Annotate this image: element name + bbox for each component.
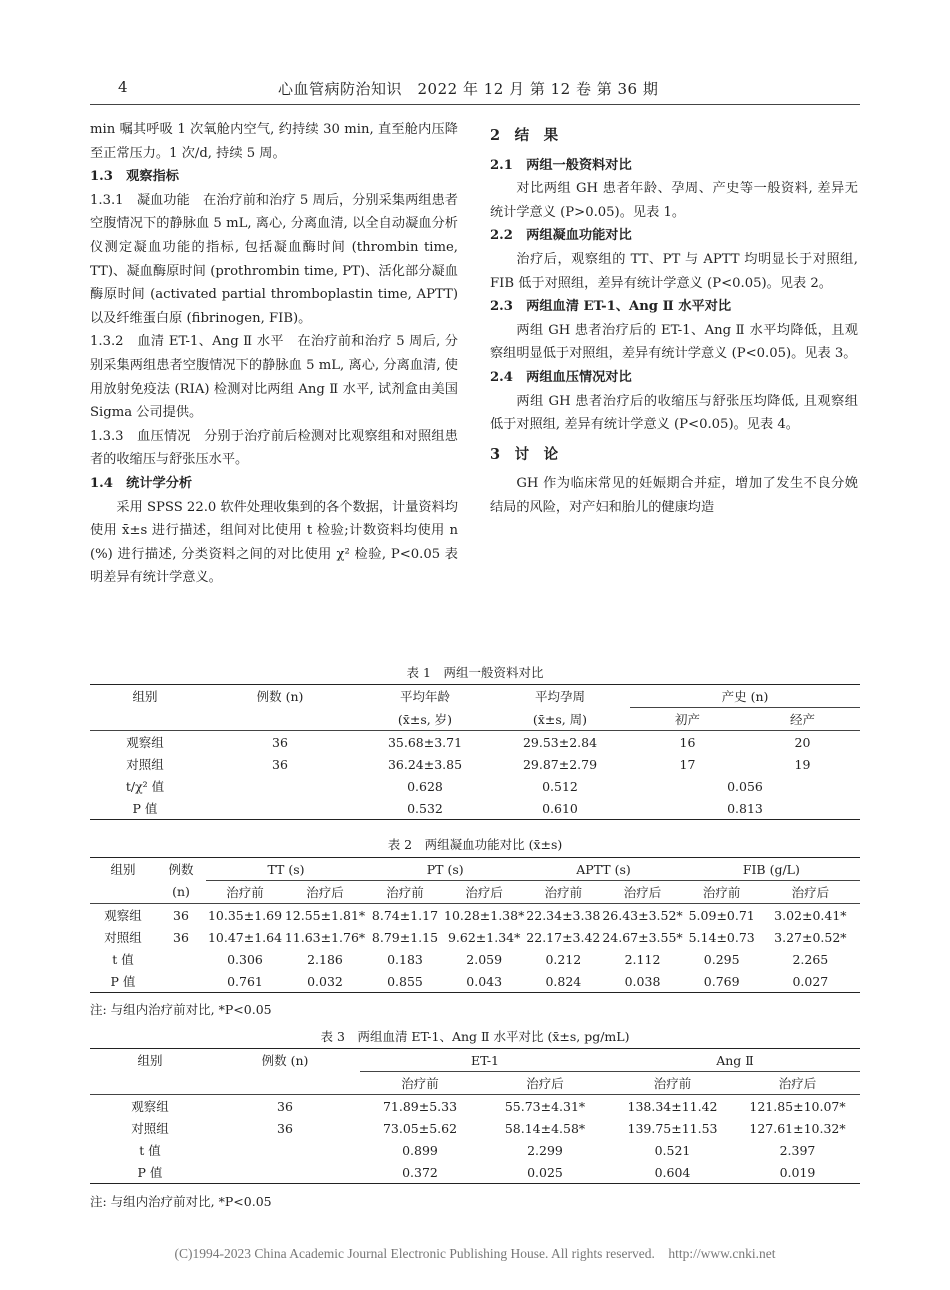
cell: 16: [679, 734, 696, 750]
cell: P 值: [90, 797, 200, 820]
table2-title: 表 2 两组凝血功能对比 (x̄±s): [387, 837, 563, 852]
cell: 36: [272, 734, 288, 750]
table-header: 治疗后: [735, 1072, 860, 1095]
left-column: [90, 118, 458, 590]
page-number: 4: [118, 78, 128, 96]
table-header: 治疗前: [366, 881, 444, 904]
cell: 0.769: [683, 970, 761, 993]
cell: 0.372: [360, 1161, 480, 1184]
cell: 0.761: [206, 970, 284, 993]
section-heading: 2 结 果: [490, 127, 559, 144]
cell: 55.73±4.31*: [504, 1098, 586, 1114]
cell: 观察组: [131, 1099, 169, 1114]
table1: [90, 684, 860, 820]
table-header: 产史 (n): [630, 685, 860, 708]
table-header: PT (s): [366, 858, 524, 881]
table-row: [90, 1095, 860, 1118]
table-header: 治疗后: [761, 881, 860, 904]
table-header: ET-1: [360, 1049, 610, 1072]
cell: t/χ² 值: [125, 779, 165, 794]
cell: 29.87±2.79: [522, 756, 598, 772]
cell: 5.14±0.73: [688, 929, 755, 945]
cell: [210, 1161, 360, 1184]
cell: 71.89±5.33: [382, 1098, 458, 1114]
cell: 3.02±0.41*: [774, 907, 847, 923]
cell: 0.855: [366, 970, 444, 993]
table-header: 治疗前: [360, 1072, 480, 1095]
cell: 0.306: [227, 951, 263, 967]
cell: 0.025: [480, 1161, 610, 1184]
cell: 0.512: [542, 778, 578, 794]
cell: 观察组: [126, 735, 164, 750]
cell: 17: [679, 756, 696, 772]
table-row: [90, 948, 860, 970]
table1-title: 表 1 两组一般资料对比: [406, 665, 544, 680]
cell: 0.824: [524, 970, 602, 993]
paragraph: 治疗后，观察组的 TT、PT 与 APTT 均明显长于对照组, FIB 低于对照组，差异有统计学意义 (P<0.05)。见表 2。: [490, 251, 858, 291]
table-header: 初产: [630, 708, 745, 731]
paragraph: min 嘱其呼吸 1 次氧舱内空气, 约持续 30 min, 直至舱内压降至正常压力。1 次/d, 持续 5 周。: [90, 122, 458, 161]
section-heading: 2.1 两组一般资料对比: [490, 157, 632, 173]
table-header: 治疗前: [206, 881, 284, 904]
table-header: 例数 (n): [200, 685, 360, 708]
cell: P 值: [90, 1161, 210, 1184]
table-header: 治疗后: [480, 1072, 610, 1095]
cell: 36: [277, 1120, 293, 1136]
table-header: 治疗后: [284, 881, 366, 904]
cell: 0.183: [387, 951, 423, 967]
cell: 2.265: [792, 951, 829, 967]
table-header: TT (s): [206, 858, 366, 881]
cell: 58.14±4.58*: [504, 1120, 586, 1136]
cell: 观察组: [104, 908, 142, 923]
paragraph: 1.3.2 血清 ET-1、Ang Ⅱ 水平 在治疗前和治疗 5 周后, 分别采集两组患者空腹情况下的静脉血 5 mL, 离心, 分离血清, 使用放射免疫法 (RIA) 检测对比两组 Ang Ⅱ 水平, 试剂盒由美国 Sigma 公司提供。: [90, 334, 458, 421]
cell: 22.17±3.42: [526, 929, 601, 945]
table-header: 治疗前: [610, 1072, 735, 1095]
section-heading: 2.3 两组血清 ET-1、Ang Ⅱ 水平对比: [490, 299, 732, 315]
cell: 对照组: [104, 930, 142, 945]
cell: 0.027: [761, 970, 860, 993]
section-heading: 2.4 两组血压情况对比: [490, 369, 632, 385]
table-header: 治疗后: [444, 881, 524, 904]
paragraph: 1.3.3 血压情况 分别于治疗前后检测对比观察组和对照组患者的收缩压与舒张压水平。: [90, 428, 458, 468]
table3: [90, 1048, 860, 1184]
cell: 0.532: [360, 797, 490, 820]
cell: [156, 970, 206, 993]
cell: 3.27±0.52*: [774, 929, 847, 945]
table-row: [90, 797, 860, 820]
table-header: 治疗前: [524, 881, 602, 904]
table-header: 例数 (n): [210, 1049, 360, 1072]
cell: 0.043: [444, 970, 524, 993]
table-header: 组别: [90, 1049, 210, 1072]
cell: 24.67±3.55*: [602, 929, 683, 945]
cell: 36: [272, 756, 288, 772]
right-column: [490, 118, 858, 520]
section-heading: 1.3 观察指标: [90, 169, 179, 185]
table-row: [90, 753, 860, 775]
cell: 36: [173, 907, 189, 923]
table-header: (x̄±s, 周): [490, 708, 630, 731]
table-row: [90, 775, 860, 797]
table-header: 平均孕周: [490, 685, 630, 708]
cell: 0.521: [654, 1142, 691, 1158]
journal-title: 心血管病防治知识 2022 年 12 月 第 12 卷 第 36 期: [278, 80, 659, 98]
cell: 2.112: [624, 951, 661, 967]
cell: 对照组: [126, 757, 164, 772]
cell: 22.34±3.38: [526, 907, 601, 923]
cell: 8.79±1.15: [371, 929, 439, 945]
cell: 121.85±10.07*: [749, 1098, 846, 1114]
cell: [210, 1139, 360, 1161]
table-header: 平均年龄: [360, 685, 490, 708]
paragraph: 1.3.1 凝血功能 在治疗前和治疗 5 周后，分别采集两组患者空腹情况下的静脉血 5 mL, 离心, 分离血清, 以全自动凝血分析仪测定凝血功能的指标, 包括凝血酶时间 (thrombin time, TT)、凝血酶原时间 (prothrombin time, PT)、活化部分凝血酶原时间 (activated partial thromboplastin time, APTT) 以及纤维蛋白原 (fibrinogen, FIB)。: [90, 192, 458, 326]
cell: [200, 775, 360, 797]
cell: [156, 948, 206, 970]
cell: 0.212: [545, 951, 582, 967]
cell: 0.610: [490, 797, 630, 820]
cell: 8.74±1.17: [371, 907, 439, 923]
table-header: 治疗后: [602, 881, 682, 904]
table-header: (x̄±s, 岁): [360, 708, 490, 731]
cell: 0.899: [402, 1142, 438, 1158]
cell: 35.68±3.71: [387, 734, 463, 750]
cell: 11.63±1.76*: [284, 929, 366, 945]
copyright-footer: (C)1994-2023 China Academic Journal Electronic Publishing House. All rights reserved. http://www.cnki.net: [174, 1246, 776, 1261]
cell: 10.35±1.69: [207, 907, 283, 923]
paragraph: 两组 GH 患者治疗后的收缩压与舒张压均降低, 且观察组低于对照组, 差异有统计学意义 (P<0.05)。见表 4。: [490, 393, 858, 433]
cell: 2.059: [466, 951, 503, 967]
cell: 0.019: [735, 1161, 860, 1184]
cell: 0.032: [284, 970, 366, 993]
cell: [200, 797, 360, 820]
cell: 10.28±1.38*: [444, 907, 525, 923]
cell: 36.24±3.85: [387, 756, 463, 772]
table-header: 组别: [90, 858, 156, 881]
paragraph: 两组 GH 患者治疗后的 ET-1、Ang Ⅱ 水平均降低，且观察组明显低于对照组，差异有统计学意义 (P<0.05)。见表 3。: [490, 322, 858, 362]
table-row: [90, 1139, 860, 1161]
table-header: 例数: [156, 858, 206, 881]
table2: [90, 857, 860, 993]
paragraph: 对比两组 GH 患者年龄、孕周、产史等一般资料, 差异无统计学意义 (P>0.05)。见表 1。: [490, 181, 858, 220]
cell: 10.47±1.64: [207, 929, 283, 945]
table-header: Ang Ⅱ: [610, 1049, 860, 1072]
table-header: FIB (g/L): [683, 858, 860, 881]
table3-note: 注: 与组内治疗前对比, *P<0.05: [90, 1194, 272, 1209]
page-header: [90, 78, 860, 105]
cell: 36: [173, 929, 189, 945]
table-row: [90, 731, 860, 754]
cell: 26.43±3.52*: [602, 907, 683, 923]
cell: 2.299: [527, 1142, 563, 1158]
cell: 2.186: [307, 951, 343, 967]
cell: 0.604: [610, 1161, 735, 1184]
cell: t 值: [112, 952, 134, 967]
section-heading: 2.2 两组凝血功能对比: [490, 228, 632, 244]
table-row: [90, 1117, 860, 1139]
table-row: [90, 926, 860, 948]
cell: 19: [794, 756, 811, 772]
section-heading: 1.4 统计学分析: [90, 475, 193, 491]
cell: 20: [794, 734, 811, 750]
cell: 0.056: [727, 778, 763, 794]
cell: 对照组: [131, 1121, 169, 1136]
cell: 2.397: [779, 1142, 816, 1158]
cell: 12.55±1.81*: [284, 907, 366, 923]
cell: 127.61±10.32*: [749, 1120, 846, 1136]
cell: P 值: [90, 970, 156, 993]
paragraph: GH 作为临床常见的妊娠期合并症，增加了发生不良分娩结局的风险，对产妇和胎儿的健康均造: [490, 476, 858, 515]
table-row: [90, 970, 860, 993]
table-row: [90, 904, 860, 927]
table-row: [90, 1161, 860, 1184]
cell: 0.628: [407, 778, 443, 794]
cell: 138.34±11.42: [627, 1098, 718, 1114]
table-header: 治疗前: [683, 881, 761, 904]
cell: 9.62±1.34*: [447, 929, 521, 945]
paragraph: 采用 SPSS 22.0 软件处理收集到的各个数据，计量资料均使用 x̄±s 进行描述，组间对比使用 t 检验;计数资料均使用 n (%) 进行描述, 分类资料之间的对比使用 χ² 检验, P<0.05 表明差异有统计学意义。: [90, 499, 458, 586]
table2-note: 注: 与组内治疗前对比, *P<0.05: [90, 1002, 272, 1017]
cell: 139.75±11.53: [627, 1120, 718, 1136]
table-header: 经产: [745, 708, 860, 731]
table-header: (n): [156, 881, 206, 904]
table-header: 组别: [90, 685, 200, 708]
cell: 5.09±0.71: [688, 907, 755, 923]
cell: 29.53±2.84: [522, 734, 598, 750]
table3-title: 表 3 两组血清 ET-1、Ang Ⅱ 水平对比 (x̄±s, pg/mL): [320, 1029, 630, 1044]
cell: 0.295: [703, 951, 740, 967]
cell: t 值: [139, 1143, 161, 1158]
table-header: APTT (s): [524, 858, 682, 881]
cell: 36: [277, 1098, 293, 1114]
cell: 73.05±5.62: [382, 1120, 458, 1136]
cell: 0.038: [602, 970, 682, 993]
section-heading: 3 讨 论: [490, 445, 559, 463]
cell: 0.813: [630, 797, 860, 820]
